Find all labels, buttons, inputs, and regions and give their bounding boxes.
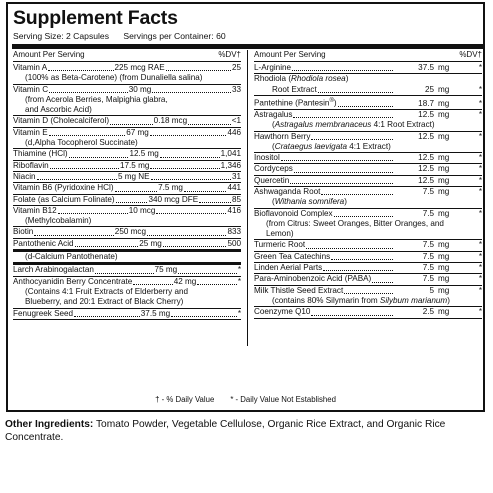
nutrient-unit: mg bbox=[438, 251, 450, 261]
leader-dots bbox=[50, 168, 119, 169]
nutrient-amount: 25 bbox=[424, 84, 434, 94]
leader-dots bbox=[318, 92, 393, 93]
nutrient-row bbox=[13, 277, 241, 287]
nutrient-name: Cordyceps bbox=[254, 164, 293, 174]
nutrient-name: L-Arginine bbox=[254, 63, 292, 72]
leader-dots bbox=[344, 293, 393, 294]
nutrient-unit: mg bbox=[438, 285, 450, 295]
nutrient-name: Turmeric Root bbox=[254, 240, 306, 250]
left-nutrient-list bbox=[13, 63, 241, 320]
other-ingredients-label: Other Ingredients: bbox=[5, 419, 94, 430]
leader-dots bbox=[75, 246, 139, 247]
nutrient-detail: Lemon) bbox=[254, 229, 482, 240]
nutrient-unit: mg bbox=[438, 208, 450, 218]
nutrient-amount: 17.5 mg bbox=[120, 160, 150, 170]
nutrient-dv: 441 bbox=[227, 183, 242, 193]
leader-dots bbox=[166, 70, 231, 71]
leader-dots bbox=[281, 160, 393, 161]
nutrient-name: Thiamine (HCl) bbox=[13, 149, 68, 159]
nutrient-name: Vitamin A bbox=[13, 63, 48, 72]
nutrient-row bbox=[13, 183, 241, 194]
other-ingredients-text: Tomato Powder, Vegetable Cellulose, Organic Rice Extract, and Organic Rice Concentrate. bbox=[5, 419, 446, 443]
nutrient-dv: * bbox=[478, 98, 482, 108]
dv-label: %DV† bbox=[218, 50, 241, 59]
nutrient-unit: mg bbox=[438, 175, 450, 185]
nutrient-amount: 12.5 bbox=[418, 175, 434, 185]
nutrient-unit: mg bbox=[438, 63, 450, 72]
nutrient-detail: (Astragalus membranaceus 4:1 Root Extract) bbox=[254, 120, 482, 131]
nutrient-name: Milk Thistle Seed Extract bbox=[254, 285, 344, 295]
leader-dots bbox=[133, 284, 173, 285]
nutrient-amount: 7.5 bbox=[422, 208, 434, 218]
leader-dots bbox=[152, 92, 231, 93]
nutrient-amount: 12.5 bbox=[418, 164, 434, 174]
nutrient-detail: (d-Calcium Pantothenate) bbox=[13, 252, 241, 265]
leader-dots bbox=[49, 135, 126, 136]
dv-label: %DV† bbox=[459, 50, 482, 59]
leader-dots bbox=[338, 106, 393, 107]
nutrient-dv: * bbox=[478, 186, 482, 196]
nutrient-amount: 7.5 bbox=[422, 274, 434, 284]
leader-dots bbox=[188, 124, 231, 125]
leader-dots bbox=[34, 235, 113, 236]
nutrient-unit: mg bbox=[438, 307, 450, 317]
nutrient-row bbox=[13, 265, 241, 276]
nutrient-row bbox=[254, 274, 482, 285]
nutrient-dv: 416 bbox=[227, 205, 242, 215]
nutrient-row bbox=[13, 227, 241, 238]
other-ingredients bbox=[5, 418, 489, 444]
leader-dots bbox=[115, 191, 158, 192]
nutrient-unit: mg bbox=[438, 109, 450, 119]
nutrient-row bbox=[13, 161, 241, 172]
nutrient-name: Riboflavin bbox=[13, 160, 49, 170]
nutrient-amount: 18.7 bbox=[418, 98, 434, 108]
nutrient-unit: mg bbox=[438, 131, 450, 141]
right-column bbox=[254, 50, 482, 319]
nutrient-row bbox=[13, 239, 241, 252]
leader-dots bbox=[110, 124, 153, 125]
leader-dots bbox=[151, 179, 231, 180]
nutrient-unit: mg bbox=[438, 263, 450, 273]
leader-dots bbox=[48, 70, 113, 71]
nutrient-dv: * bbox=[478, 307, 482, 317]
nutrient-unit: mg bbox=[438, 84, 450, 94]
nutrient-name: Coenzyme Q10 bbox=[254, 307, 311, 317]
nutrient-dv: * bbox=[478, 240, 482, 250]
nutrient-amount: 7.5 bbox=[422, 263, 434, 273]
leader-dots bbox=[311, 315, 393, 316]
leader-dots bbox=[293, 117, 393, 118]
nutrient-dv: * bbox=[237, 265, 241, 275]
nutrient-detail: (Contains 4:1 Fruit Extracts of Elderberry and bbox=[25, 286, 189, 296]
nutrient-name: Vitamin C bbox=[13, 84, 49, 94]
nutrient-dv: * bbox=[478, 153, 482, 163]
nutrient-row bbox=[254, 85, 482, 96]
nutrient-dv: * bbox=[478, 285, 482, 295]
nutrient-unit: mg bbox=[438, 274, 450, 284]
nutrient-row bbox=[254, 263, 482, 274]
leader-dots bbox=[116, 202, 148, 203]
nutrient-name: Larch Arabinogalactan bbox=[13, 265, 94, 275]
nutrient-row bbox=[254, 164, 482, 175]
leader-dots bbox=[372, 282, 393, 283]
nutrient-name: Hawthorn Berry bbox=[254, 131, 311, 141]
nutrient-name: Green Tea Catechins bbox=[254, 251, 331, 261]
nutrient-row bbox=[254, 209, 482, 219]
facts-title: Supplement Facts bbox=[13, 7, 178, 29]
left-column-header bbox=[13, 50, 241, 62]
nutrient-row bbox=[254, 307, 482, 318]
nutrient-name: Pantothenic Acid bbox=[13, 238, 74, 248]
nutrient-detail: (contains 80% Silymarin from Silybum marianum) bbox=[254, 296, 482, 307]
nutrient-dv: * bbox=[478, 274, 482, 284]
nutrient-name: Vitamin D (Cholecalciferol) bbox=[13, 116, 110, 126]
nutrient-dv: * bbox=[478, 109, 482, 119]
nutrient-row bbox=[254, 187, 482, 197]
nutrient-dv: * bbox=[478, 263, 482, 273]
nutrient-row bbox=[254, 286, 482, 296]
nutrient-unit: mg bbox=[438, 186, 450, 196]
nutrient-dv: 1,041 bbox=[220, 149, 241, 159]
nutrient-amount: 7.5 bbox=[422, 251, 434, 261]
nutrient-detail: and Ascorbic Acid) bbox=[13, 105, 241, 116]
nutrient-name: Root Extract bbox=[272, 84, 317, 94]
leader-dots bbox=[160, 157, 220, 158]
nutrient-dv: * bbox=[478, 164, 482, 174]
footnotes bbox=[8, 395, 483, 404]
leader-dots bbox=[199, 202, 231, 203]
thick-rule bbox=[12, 44, 483, 49]
leader-dots bbox=[184, 191, 227, 192]
leader-dots bbox=[150, 135, 227, 136]
right-column-header bbox=[254, 50, 482, 62]
nutrient-row bbox=[254, 176, 482, 187]
nutrient-detail: (Methylcobalamin) bbox=[13, 216, 241, 227]
leader-dots bbox=[74, 316, 140, 317]
leader-dots bbox=[150, 168, 219, 169]
nutrient-row bbox=[254, 240, 482, 251]
nutrient-name: Para-Aminobenzoic Acid (PABA) bbox=[254, 274, 372, 284]
footnote-dv: † - % Daily Value bbox=[155, 395, 215, 404]
nutrient-amount: 12.5 mg bbox=[129, 149, 159, 159]
nutrient-name: Astragalus bbox=[254, 109, 293, 119]
leader-dots bbox=[292, 70, 393, 71]
nutrient-name: Inositol bbox=[254, 153, 280, 163]
nutrient-row bbox=[13, 149, 241, 160]
nutrient-detail: (from Citrus: Sweet Oranges, Bitter Oranges, and bbox=[266, 218, 444, 228]
nutrient-amount: 250 mcg bbox=[114, 227, 146, 237]
nutrient-row bbox=[254, 63, 482, 74]
leader-dots bbox=[37, 179, 117, 180]
leader-dots bbox=[294, 172, 393, 173]
nutrient-dv: 446 bbox=[227, 127, 241, 137]
leader-dots bbox=[163, 246, 227, 247]
nutrient-unit: mg bbox=[438, 98, 450, 108]
nutrient-name: Ashwaganda Root bbox=[254, 186, 321, 196]
nutrient-amount: 10 mcg bbox=[128, 205, 156, 215]
right-nutrient-list bbox=[254, 63, 482, 319]
nutrient-name: Rhodiola (Rhodiola rosea) bbox=[254, 74, 349, 84]
nutrient-unit: mg bbox=[438, 164, 450, 174]
leader-dots bbox=[171, 316, 237, 317]
leader-dots bbox=[331, 259, 393, 260]
nutrient-name: Bioflavonoid Complex bbox=[254, 208, 333, 218]
leader-dots bbox=[95, 273, 154, 274]
nutrient-name: Niacin bbox=[13, 171, 36, 181]
nutrient-name: Biotin bbox=[13, 227, 34, 237]
nutrient-unit: mg bbox=[438, 153, 450, 163]
leader-dots bbox=[321, 194, 393, 195]
leader-dots bbox=[334, 216, 393, 217]
nutrient-detail: (Crataegus laevigata 4:1 Extract) bbox=[254, 142, 482, 153]
nutrient-dv: 500 bbox=[227, 238, 241, 248]
nutrient-row bbox=[13, 85, 241, 95]
nutrient-dv: * bbox=[237, 308, 242, 318]
column-divider bbox=[247, 50, 248, 346]
nutrient-detail: Blueberry, and 20:1 Extract of Black Cherry) bbox=[13, 297, 241, 308]
footnote-star: * - Daily Value Not Established bbox=[230, 395, 336, 404]
nutrient-dv: <1 bbox=[231, 116, 241, 126]
nutrient-row bbox=[13, 172, 241, 183]
nutrient-unit: mg bbox=[438, 240, 450, 250]
nutrient-name: Quercetin bbox=[254, 175, 290, 185]
nutrient-name: Vitamin B6 (Pyridoxine HCl) bbox=[13, 183, 114, 193]
leader-dots bbox=[197, 284, 237, 285]
nutrient-detail: (from Acerola Berries, Malpighia glabra, bbox=[25, 94, 168, 104]
leader-dots bbox=[178, 273, 237, 274]
nutrient-amount: 340 mcg DFE bbox=[148, 194, 199, 204]
nutrient-amount: 12.5 bbox=[418, 153, 434, 163]
nutrient-amount: 2.5 bbox=[422, 307, 434, 317]
nutrient-dv: 833 bbox=[227, 227, 241, 237]
nutrient-dv: 85 bbox=[231, 194, 242, 204]
nutrient-name: Vitamin E bbox=[13, 127, 48, 137]
nutrient-amount: 5 mg NE bbox=[117, 171, 150, 181]
nutrient-amount: 7.5 bbox=[422, 186, 434, 196]
nutrient-amount: 12.5 bbox=[418, 109, 434, 119]
nutrient-row bbox=[254, 132, 482, 142]
leader-dots bbox=[58, 213, 128, 214]
nutrient-dv: * bbox=[478, 63, 482, 72]
nutrient-name: Vitamin B12 bbox=[13, 205, 57, 215]
nutrient-amount: 67 mg bbox=[126, 127, 149, 137]
nutrient-dv: * bbox=[478, 131, 482, 141]
nutrient-amount: 37.5 mg bbox=[140, 308, 171, 318]
nutrient-amount: 25 mg bbox=[139, 238, 162, 248]
leader-dots bbox=[69, 157, 129, 158]
nutrient-name: Linden Aerial Parts bbox=[254, 263, 323, 273]
nutrient-detail: (Withania somnifera) bbox=[254, 197, 482, 208]
leader-dots bbox=[290, 183, 393, 184]
nutrient-detail: (100% as Beta-Carotene) (from Dunaliella salina) bbox=[13, 73, 241, 84]
nutrient-name: Pantethine (Pantesin®) bbox=[254, 97, 337, 108]
leader-dots bbox=[156, 213, 226, 214]
nutrient-row bbox=[254, 96, 482, 110]
amount-per-serving-label: Amount Per Serving bbox=[13, 50, 85, 59]
nutrient-row bbox=[254, 153, 482, 164]
nutrient-name: Anthocyanidin Berry Concentrate bbox=[13, 276, 133, 286]
leader-dots bbox=[49, 92, 128, 93]
nutrient-name: Fenugreek Seed bbox=[13, 308, 74, 318]
nutrient-amount: 42 mg bbox=[173, 276, 197, 286]
nutrient-dv: 25 bbox=[231, 63, 241, 72]
nutrient-row bbox=[13, 63, 241, 73]
nutrient-amount: 7.5 bbox=[422, 240, 434, 250]
leader-dots bbox=[306, 248, 393, 249]
serving-info bbox=[13, 31, 238, 41]
nutrient-row bbox=[254, 110, 482, 120]
servings-per-container: Servings per Container: 60 bbox=[123, 31, 226, 41]
nutrient-row bbox=[13, 116, 241, 127]
nutrient-amount: 12.5 bbox=[418, 131, 434, 141]
nutrient-row bbox=[13, 206, 241, 216]
nutrient-amount: 7.5 mg bbox=[158, 183, 183, 193]
nutrient-amount: 30 mg bbox=[128, 84, 152, 94]
nutrient-dv: * bbox=[478, 175, 482, 185]
nutrient-dv: 1,346 bbox=[220, 160, 242, 170]
nutrient-dv: 33 bbox=[231, 84, 241, 94]
nutrient-amount: 5 bbox=[429, 285, 434, 295]
leader-dots bbox=[311, 139, 393, 140]
nutrient-dv: * bbox=[478, 251, 482, 261]
nutrient-dv: 31 bbox=[231, 171, 242, 181]
nutrient-row bbox=[254, 74, 482, 84]
nutrient-dv: * bbox=[237, 276, 241, 286]
leader-dots bbox=[147, 235, 226, 236]
amount-per-serving-label: Amount Per Serving bbox=[254, 50, 326, 59]
nutrient-row bbox=[13, 309, 241, 320]
nutrient-dv: * bbox=[478, 84, 482, 94]
leader-dots bbox=[323, 270, 393, 271]
nutrient-row bbox=[254, 252, 482, 263]
nutrient-row bbox=[13, 128, 241, 138]
nutrient-dv: * bbox=[478, 208, 482, 218]
nutrient-amount: 37.5 bbox=[418, 63, 434, 72]
nutrient-detail: (d,Alpha Tocopherol Succinate) bbox=[13, 138, 241, 149]
left-column bbox=[13, 50, 241, 320]
nutrient-amount: 225 mcg RAE bbox=[114, 63, 165, 72]
nutrient-amount: 75 mg bbox=[154, 265, 178, 275]
nutrient-name: Folate (as Calcium Folinate) bbox=[13, 194, 115, 204]
nutrient-amount: 0.18 mcg bbox=[153, 116, 188, 126]
facts-box bbox=[6, 2, 485, 412]
nutrient-row bbox=[13, 195, 241, 206]
serving-size: Serving Size: 2 Capsules bbox=[13, 31, 110, 41]
